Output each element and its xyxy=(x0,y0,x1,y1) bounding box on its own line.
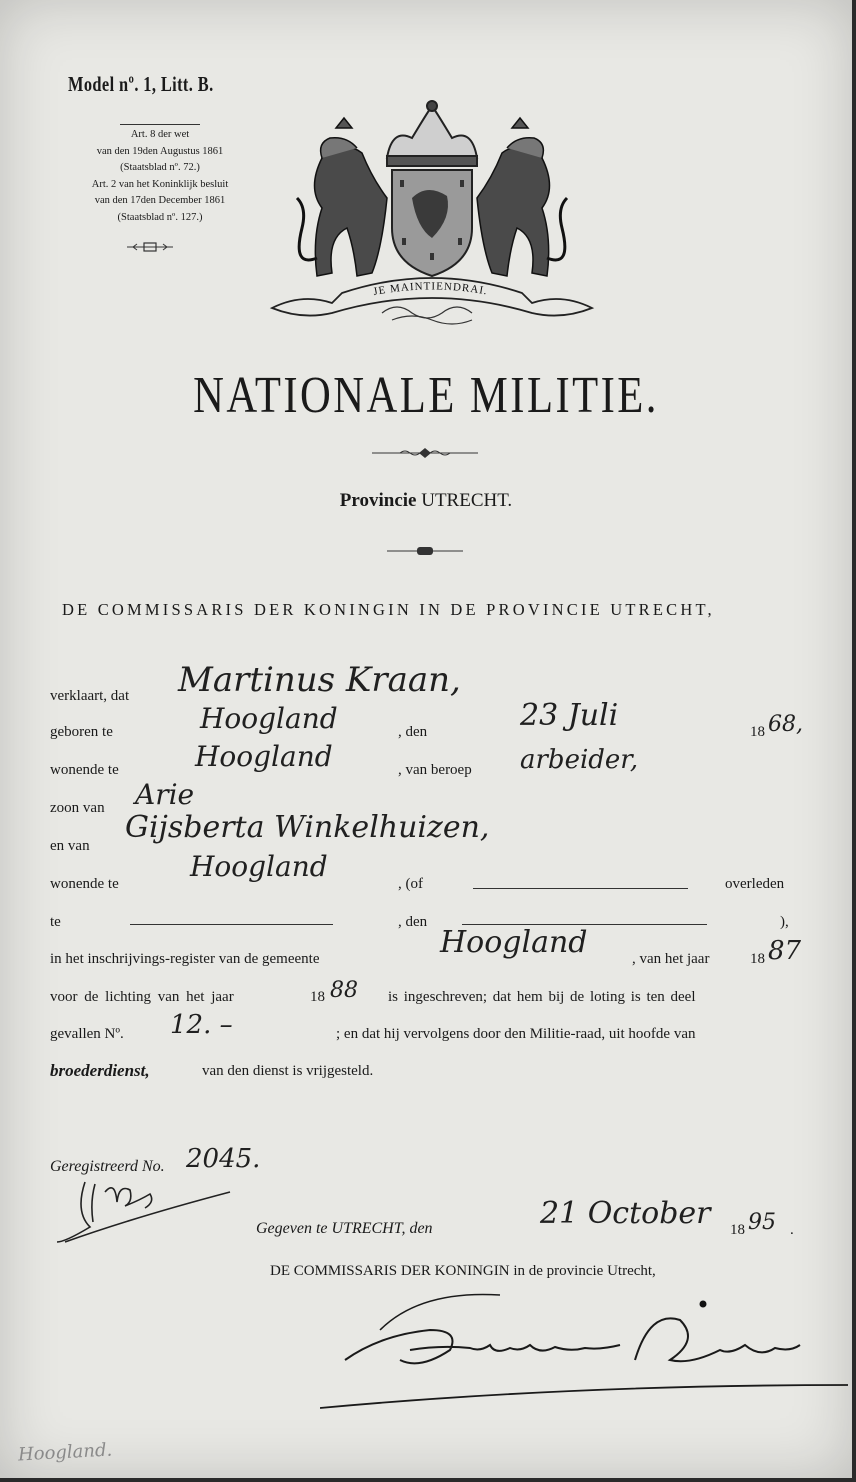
mother-field: Gijsberta Winkelhuizen, xyxy=(125,810,490,845)
zoon-label: zoon van xyxy=(50,800,105,816)
overleden-blank xyxy=(473,888,688,889)
en-van-label: en van xyxy=(50,838,90,854)
van-jaar-label: , van het jaar xyxy=(632,951,710,967)
issue-year-field: 95 xyxy=(748,1210,776,1235)
title-ornament xyxy=(370,446,480,460)
lichting-year-field: 88 xyxy=(330,978,358,1003)
registration-number-field: 2045. xyxy=(186,1144,261,1174)
legal-references xyxy=(60,124,260,226)
close-paren: ), xyxy=(780,914,789,930)
lichting-label: voor de lichting van het jaar xyxy=(50,989,234,1005)
of-label: , (of xyxy=(398,876,423,892)
vrijgesteld-text: van den dienst is vrijgesteld. xyxy=(202,1063,374,1079)
issue-period: . xyxy=(790,1222,794,1238)
legal-line: (Staatsblad nº. 72.) xyxy=(120,162,200,173)
legal-rule xyxy=(120,124,200,125)
birth-year-prefix: 18 xyxy=(750,724,765,740)
geboren-label: geboren te xyxy=(50,724,113,740)
commissaris-heading: DE COMMISSARIS DER KONINGIN IN DE PROVINCIE UTRECHT, xyxy=(62,600,715,619)
wonende2-label: wonende te xyxy=(50,876,119,892)
commissaris-signature xyxy=(320,1290,850,1420)
margin-note: Hoogland. xyxy=(17,1439,113,1466)
signatory-title: DE COMMISSARIS DER KONINGIN in de provincie Utrecht, xyxy=(270,1263,656,1279)
legal-line: (Staatsblad nº. 127.) xyxy=(117,211,203,223)
vervolgens-text: ; en dat hij vervolgens door den Militie-raad, uit hoofde van xyxy=(336,1026,696,1042)
register-year-field: 87 xyxy=(768,936,802,966)
geregistreerd-label: Geregistreerd No. xyxy=(50,1158,165,1175)
issue-year-prefix: 18 xyxy=(730,1222,745,1238)
residence-field: Hoogland xyxy=(195,740,333,773)
beroep-label: , van beroep xyxy=(398,762,472,778)
birth-place-field: Hoogland xyxy=(200,702,338,735)
den2-label: , den xyxy=(398,914,428,930)
death-place-blank xyxy=(130,924,333,925)
register-label: in het inschrijvings-register van de gemeente xyxy=(50,951,320,967)
lot-number-field: 12. – xyxy=(170,1010,233,1040)
province-ornament xyxy=(385,544,465,558)
den-label: , den xyxy=(398,724,428,740)
birth-date-field: 23 Juli xyxy=(520,698,619,733)
birth-year-field: 68, xyxy=(768,712,803,737)
ingeschreven-text: is ingeschreven; dat hem bij de loting is ten deel xyxy=(388,989,696,1005)
legal-line: Art. 2 van het Koninklijk besluit xyxy=(91,178,229,190)
legal-line: van den 19den Augustus 1861 xyxy=(96,145,224,157)
document-title: NATIONALE MILITIE. xyxy=(193,367,659,424)
issue-date-field: 21 October xyxy=(540,1196,711,1231)
gevallen-label: gevallen Nº. xyxy=(50,1026,124,1042)
province-heading xyxy=(0,490,852,512)
crest-motto: JE MAINTIENDRAI. xyxy=(372,280,489,299)
te-label: te xyxy=(50,914,61,930)
lichting-year-prefix: 18 xyxy=(310,989,325,1005)
gemeente-field: Hoogland xyxy=(440,925,588,960)
clerk-signature xyxy=(55,1172,235,1252)
province-prefix: Provincie xyxy=(339,490,417,511)
father-field: Arie xyxy=(135,778,195,811)
reason-field: broederdienst, xyxy=(50,1061,150,1080)
province-name: UTRECHT. xyxy=(421,490,513,511)
legal-line: Art. 8 der wet xyxy=(130,129,190,140)
name-field: Martinus Kraan, xyxy=(178,660,461,700)
model-number: Model nº. 1, Litt. B. xyxy=(68,72,214,96)
legal-line: van den 17den December 1861 xyxy=(94,195,226,206)
gegeven-label: Gegeven te UTRECHT, den xyxy=(256,1220,433,1237)
coat-of-arms xyxy=(262,98,602,330)
wonende-label: wonende te xyxy=(50,762,119,778)
verklaart-label: verklaart, dat xyxy=(50,688,130,704)
legal-ornament xyxy=(125,240,175,254)
overleden-label: overleden xyxy=(725,876,785,892)
parents-residence-field: Hoogland xyxy=(190,850,328,883)
occupation-field: arbeider, xyxy=(520,745,639,775)
register-year-prefix: 18 xyxy=(750,951,765,967)
